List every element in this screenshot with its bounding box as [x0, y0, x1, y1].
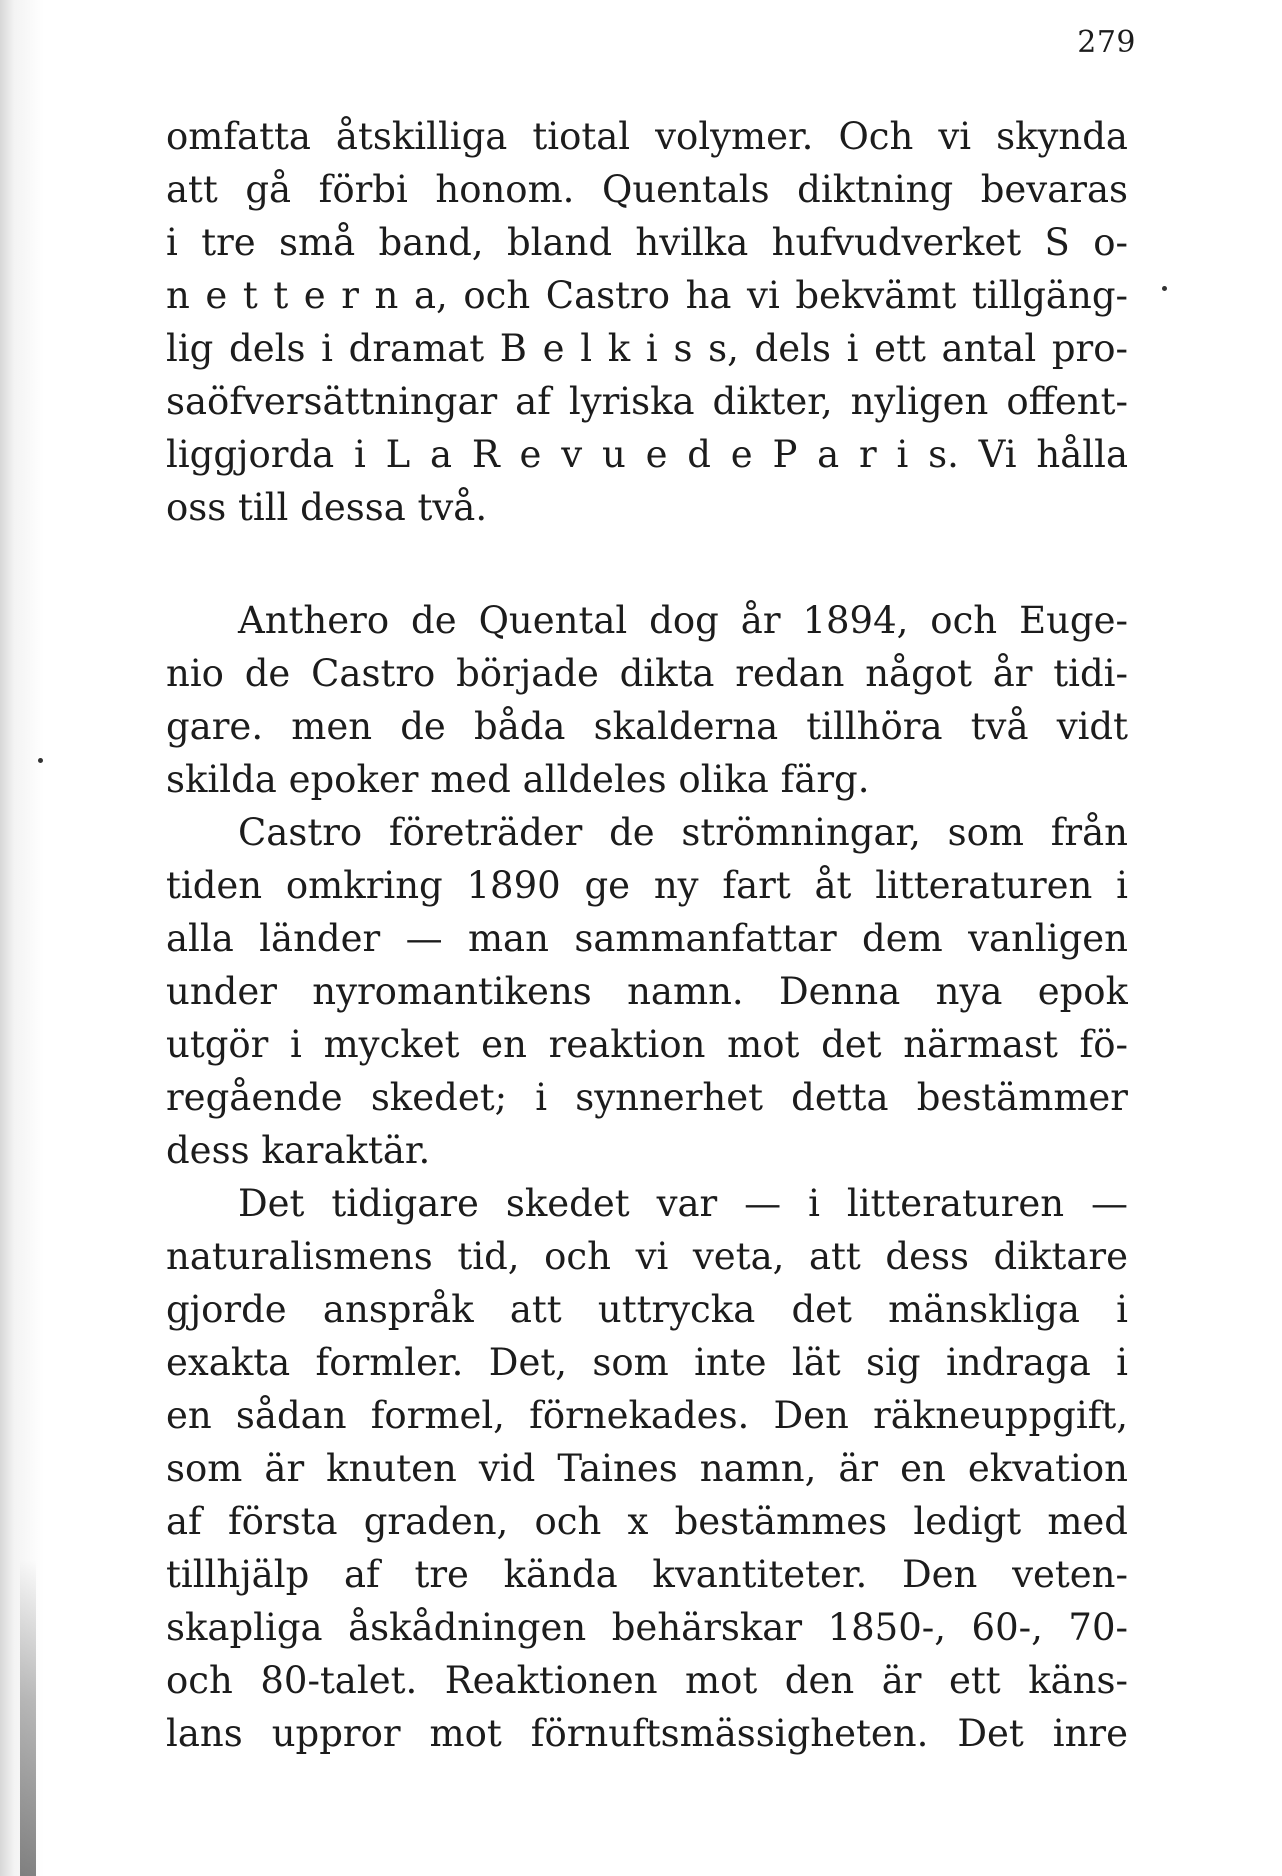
- text-line: lans uppror mot förnuftsmässigheten. Det inre: [166, 1712, 1128, 1755]
- text-line: skapliga åskådningen behärskar 1850-, 60-, 70-: [166, 1606, 1128, 1649]
- paragraph: [166, 110, 1128, 534]
- text-line: tiden omkring 1890 ge ny fart åt litteraturen i: [166, 864, 1128, 907]
- text-line: Anthero de Quental dog år 1894, och Euge-: [238, 599, 1128, 642]
- text-line: saöfversättningar af lyriska dikter, nyligen offent-: [166, 380, 1128, 423]
- text-line: lig dels i dramat B e l k i s s, dels i ett antal pro-: [166, 327, 1128, 370]
- text-line: gare. men de båda skalderna tillhöra två vidt: [166, 705, 1128, 748]
- paragraph: [166, 806, 1128, 1177]
- text-line: och 80-talet. Reaktionen mot den är ett käns-: [166, 1659, 1128, 1702]
- paragraph: [166, 1177, 1128, 1760]
- text-line: exakta formler. Det, som inte lät sig indraga i: [166, 1341, 1128, 1384]
- text-line: gjorde anspråk att uttrycka det mänskliga i: [166, 1288, 1128, 1331]
- text-line: n e t t e r n a, och Castro ha vi bekvämt tillgäng-: [166, 274, 1128, 317]
- text-line: nio de Castro började dikta redan något år tidi-: [166, 652, 1128, 695]
- text-line: tillhjälp af tre kända kvantiteter. Den veten-: [166, 1553, 1128, 1596]
- text-line: regående skedet; i synnerhet detta bestämmer: [166, 1076, 1128, 1119]
- text-line: under nyromantikens namn. Denna nya epok: [166, 970, 1128, 1013]
- page-number: 279: [1077, 25, 1136, 60]
- text-line: af första graden, och x bestämmes ledigt med: [166, 1500, 1128, 1543]
- print-speck: [1162, 286, 1167, 291]
- print-speck: [38, 758, 43, 763]
- text-line: naturalismens tid, och vi veta, att dess diktare: [166, 1235, 1128, 1278]
- text-line: liggjorda i L a R e v u e d e P a r i s. Vi hålla: [166, 433, 1128, 476]
- text-line: Castro företräder de strömningar, som från: [238, 811, 1128, 854]
- text-line: oss till dessa två.: [166, 486, 488, 529]
- text-line: Det tidigare skedet var — i litteraturen —: [238, 1182, 1128, 1225]
- text-line: skilda epoker med alldeles olika färg.: [166, 758, 870, 801]
- text-line: dess karaktär.: [166, 1129, 431, 1172]
- text-line: utgör i mycket en reaktion mot det närmast fö-: [166, 1023, 1128, 1066]
- binding-edge: [20, 1560, 36, 1876]
- paragraph: [166, 594, 1128, 806]
- text-line: att gå förbi honom. Quentals diktning bevaras: [166, 168, 1128, 211]
- text-line: en sådan formel, förnekades. Den räkneuppgift,: [166, 1394, 1128, 1437]
- text-line: i tre små band, bland hvilka hufvudverket S o-: [166, 221, 1128, 264]
- text-line: omfatta åtskilliga tiotal volymer. Och vi skynda: [166, 115, 1128, 158]
- text-line: som är knuten vid Taines namn, är en ekvation: [166, 1447, 1128, 1490]
- text-line: alla länder — man sammanfattar dem vanligen: [166, 917, 1128, 960]
